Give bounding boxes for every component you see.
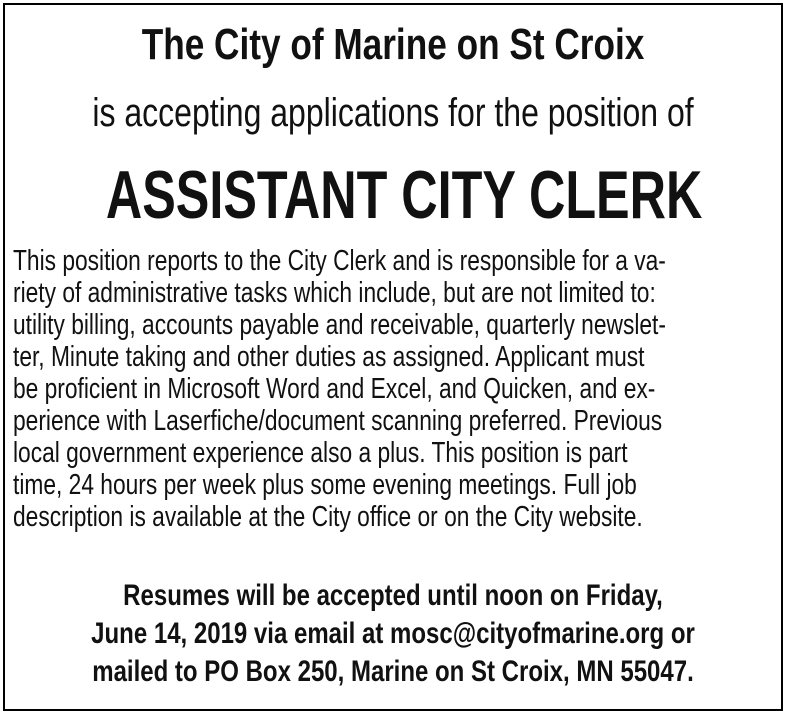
notice-subtitle: is accepting applications for the position of <box>92 91 694 135</box>
description-line: ter, Minute taking and other duties as assigned. Applicant must <box>13 341 645 373</box>
description-line: riety of administrative tasks which include, but are not limited to: <box>13 277 656 309</box>
description-line: This position reports to the City Clerk and is responsible for a va- <box>13 245 666 277</box>
job-advertisement <box>3 3 783 711</box>
description-line: utility billing, accounts payable and receivable, quarterly newslet- <box>13 309 666 341</box>
position-title: ASSISTANT CITY CLERK <box>105 157 703 233</box>
instruction-line: Resumes will be accepted until noon on Friday, <box>123 579 663 612</box>
notice-title: The City of Marine on St Croix <box>141 20 645 69</box>
description-line: time, 24 hours per week plus some evening meetings. Full job <box>13 469 637 501</box>
instruction-line: June 14, 2019 via email at mosc@cityofmarine.org or <box>91 617 695 650</box>
instruction-line: mailed to PO Box 250, Marine on St Croix, MN 55047. <box>92 655 694 688</box>
description-line: description is available at the City office or on the City website. <box>13 501 643 533</box>
description-line: be proficient in Microsoft Word and Excel, and Quicken, and ex- <box>13 373 656 405</box>
description-line: local government experience also a plus. This position is part <box>13 437 628 469</box>
description-line: perience with Laserfiche/document scanning preferred. Previous <box>13 405 663 437</box>
